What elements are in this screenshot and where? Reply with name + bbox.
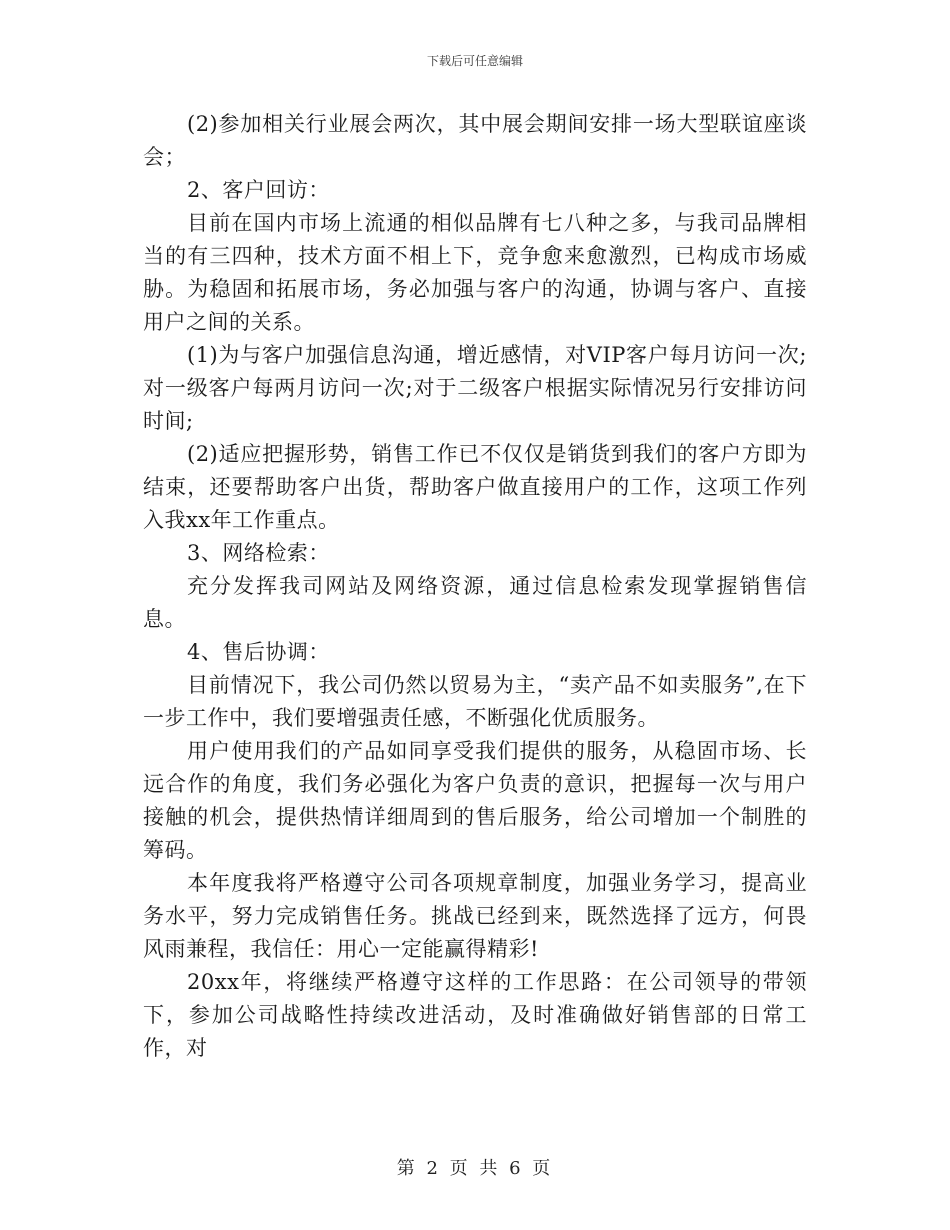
paragraph-customer-service: 用户使用我们的产品如同享受我们提供的服务，从稳固市场、长远合作的角度，我们务必强化为客户负责的意识，把握每一次与用户接触的机会，提供热情详细周到的售后服务，给公司增加一个制胜的筹码。 [143,739,807,862]
heading-customer-visit: 2、客户回访： [187,178,330,202]
paragraph-exhibition: (2)参加相关行业展会两次，其中展会期间安排一场大型联谊座谈会； [143,112,807,169]
heading-network-search: 3、网络检索： [187,541,330,565]
document-body [143,108,807,1065]
page-number: 第 2 页 共 6 页 [396,1158,554,1179]
paragraph-market-situation: 目前在国内市场上流通的相似品牌有七八种之多，与我司品牌相当的有三四种，技术方面不相上下，竞争愈来愈激烈，已构成市场威胁。为稳固和拓展市场，务必加强与客户的沟通，协调与客户、直接用户之间的关系。 [143,211,807,334]
paragraph-service-priority: 目前情况下，我公司仍然以贸易为主，“卖产品不如卖服务”,在下一步工作中，我们要增强责任感，不断强化优质服务。 [143,673,807,730]
paragraph-visit-schedule: (1)为与客户加强信息沟通，增近感情，对VIP客户每月访问一次;对一级客户每两月访问一次;对于二级客户根据实际情况另行安排访问时间; [143,343,807,433]
paragraph-next-year-plan: 20xx年，将继续严格遵守这样的工作思路：在公司领导的带领下，参加公司战略性持续改进活动，及时准确做好销售部的日常工作，对 [143,970,807,1060]
paragraph-network-resources: 充分发挥我司网站及网络资源，通过信息检索发现掌握销售信息。 [143,574,807,631]
heading-after-sales: 4、售后协调： [187,640,330,664]
page-header: 下载后可任意编辑 [426,54,523,68]
paragraph-annual-commitment: 本年度我将严格遵守公司各项规章制度，加强业务学习，提高业务水平，努力完成销售任务。挑战已经到来，既然选择了远方，何畏风雨兼程，我信任：用心一定能赢得精彩! [143,871,807,961]
paragraph-sales-focus: (2)适应把握形势，销售工作已不仅仅是销货到我们的客户方即为结束，还要帮助客户出货，帮助客户做直接用户的工作，这项工作列入我xx年工作重点。 [143,442,807,532]
